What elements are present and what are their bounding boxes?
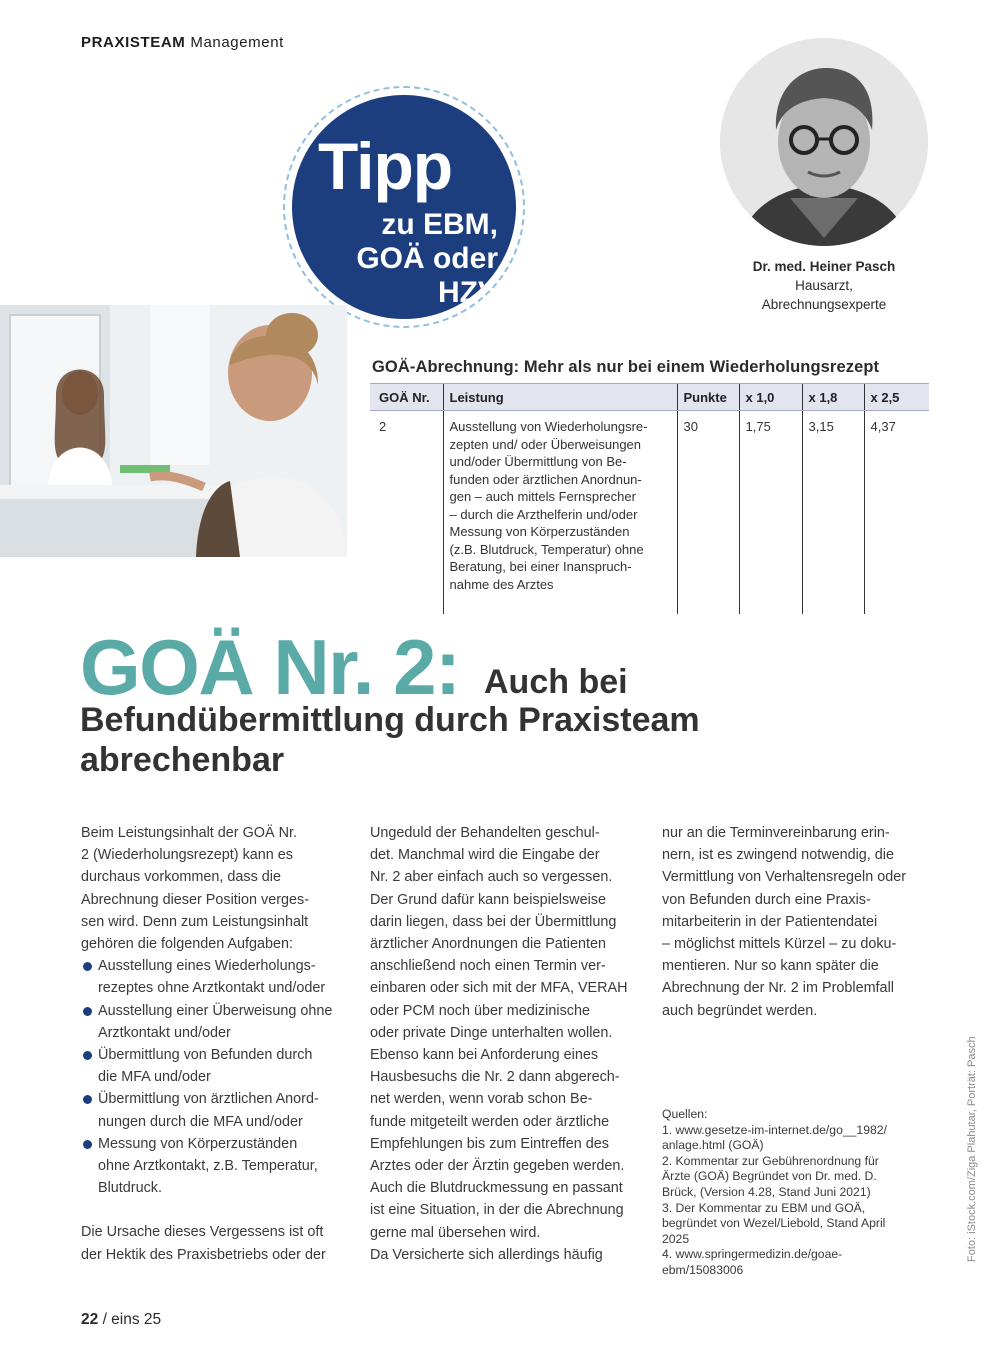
- page-number: 22: [81, 1311, 99, 1328]
- text-line: Ebenso kann bei Anforderung eines: [370, 1047, 599, 1064]
- leistung-line: – durch die Arzthelferin und/oder: [449, 506, 638, 522]
- source-line: anlage.html (GOÄ): [662, 1138, 764, 1153]
- text-line: funde mitgeteilt werden oder ärztliche: [370, 1113, 610, 1130]
- text-line: Abrechnung dieser Position verges-: [81, 891, 309, 908]
- text-line: Beim Leistungsinhalt der GOÄ Nr.: [81, 825, 297, 841]
- text-line: oder private Dinge unterhalten wollen.: [370, 1024, 613, 1041]
- text-line: sen wird. Denn zum Leistungsinhalt: [81, 913, 309, 930]
- bullet-item: Ausstellung eines Wiederholungs-: [81, 955, 351, 977]
- leistung-line: nahme des Arztes: [449, 576, 554, 592]
- leistung-line: zepten und/ oder Überweisungen: [449, 436, 642, 452]
- text-line: ist eine Situation, in der die Abrechnung: [370, 1202, 624, 1219]
- cell-punkte: 30: [677, 411, 739, 615]
- source-line: 3. Der Kommentar zu EBM und GOÄ,: [662, 1200, 866, 1215]
- cell-x25: 4,37: [864, 411, 929, 615]
- badge-line-3: HZV: [438, 276, 498, 309]
- text-line: gerne mal übersehen wird.: [370, 1224, 541, 1241]
- sources-label: Quellen:: [662, 1107, 708, 1121]
- bullet-continuation: nungen durch die MFA und/oder: [98, 1113, 303, 1130]
- leistung-line: Messung von Körperzuständen: [449, 524, 630, 539]
- section-header: [81, 34, 284, 51]
- source-line: begründet von Wezel/Liebold, Stand April: [662, 1216, 886, 1231]
- source-line: 1. www.gesetze-im-internet.de/go__1982/: [662, 1122, 887, 1137]
- badge-title: Tipp: [318, 129, 453, 203]
- leistung-line: und/oder Übermittlung von Be-: [449, 454, 627, 469]
- text-line: Hausbesuchs die Nr. 2 dann abgerech-: [370, 1069, 620, 1086]
- badge-line-1: zu EBM,: [381, 208, 498, 241]
- text-line: einbaren oder sich mit der MFA, VERAH: [370, 980, 628, 997]
- text-line: ärztlicher Anordnungen die Patienten: [370, 936, 607, 953]
- text-line: Vermittlung von Verhaltensregeln oder: [662, 869, 906, 886]
- table-row: [370, 411, 929, 615]
- headline-sub-1: Auch bei: [484, 663, 628, 701]
- leistung-line: funden oder ärztlichen Anordnun-: [449, 471, 642, 487]
- table-header-cell: Leistung: [443, 384, 677, 411]
- body-column-1: [81, 822, 351, 1266]
- text-line: 2 (Wiederholungsrezept) kann es: [81, 847, 293, 864]
- bullet-item: Ausstellung einer Überweisung ohne: [81, 1000, 351, 1022]
- headline-sub-3: abrechenbar: [80, 741, 285, 779]
- text-line: nern, ist es zwingend notwendig, die: [662, 847, 894, 864]
- author-portrait: [720, 38, 928, 246]
- cell-x18: 3,15: [802, 411, 864, 615]
- source-line: 2. Kommentar zur Gebührenordnung für: [662, 1153, 879, 1168]
- source-line: Ärzte (GOÄ) Begründet von Dr. med. D.: [662, 1169, 877, 1184]
- text-line: Nr. 2 aber einfach auch so vergessen.: [370, 869, 613, 886]
- source-line: Brück, (Version 4.28, Stand Juni 2021): [662, 1184, 871, 1199]
- text-line: der Hektik des Praxisbetriebs oder der: [81, 1246, 326, 1263]
- source-line: ebm/15083006: [662, 1262, 744, 1277]
- author-caption: [700, 257, 948, 314]
- bullet-item: Übermittlung von Befunden durch: [81, 1044, 351, 1066]
- bullet-item: Messung von Körperzuständen: [81, 1133, 351, 1155]
- table-header-cell: GOÄ Nr.: [370, 384, 443, 411]
- bullet-continuation: Arztkontakt und/oder: [98, 1024, 231, 1041]
- table-header-row: [370, 384, 929, 411]
- cell-goae-nr: 2: [379, 419, 387, 434]
- cell-leistung: [443, 411, 677, 615]
- photo-credit: Foto: iStock.com/Ziga Plahutar, Porträt: Pasch: [966, 1036, 978, 1262]
- bullet-continuation: ohne Arztkontakt, z.B. Temperatur,: [98, 1158, 318, 1175]
- headline-sub-2: Befundübermittlung durch Praxisteam: [80, 701, 700, 739]
- text-line: Der Grund dafür kann beispielsweise: [370, 891, 606, 908]
- tipp-badge: [292, 95, 516, 319]
- text-line: Ungeduld der Behandelten geschul-: [370, 825, 600, 841]
- text-line: durchaus vorkommen, dass die: [81, 869, 281, 886]
- text-line: Auch die Blutdruckmessung en passant: [370, 1180, 623, 1197]
- author-role-1: Hausarzt,: [795, 278, 853, 293]
- badge-line-2: GOÄ oder: [356, 242, 498, 275]
- text-line: mentieren. Nur so kann später die: [662, 958, 879, 975]
- author-name: Dr. med. Heiner Pasch: [752, 259, 896, 274]
- leistung-line: gen – auch mittels Fernsprecher: [449, 489, 636, 504]
- text-line: net werden, wenn vorab schon Be-: [370, 1091, 593, 1108]
- source-line: 4. www.springermedizin.de/goae-: [662, 1247, 843, 1262]
- table-title: GOÄ-Abrechnung: Mehr als nur bei einem Wiederholungsrezept: [372, 358, 880, 376]
- section-name: PRAXISTEAM: [81, 34, 186, 51]
- text-line: anschließend noch einen Termin ver-: [370, 958, 606, 975]
- text-line: Da Versicherte sich allerdings häufig: [370, 1246, 603, 1263]
- body-column-2: [370, 822, 640, 1266]
- body-column-3: [662, 822, 932, 1022]
- text-line: Abrechnung der Nr. 2 im Problemfall: [662, 980, 894, 997]
- leistung-line: Ausstellung von Wiederholungsre-: [449, 419, 648, 434]
- headline-main: GOÄ Nr. 2:: [80, 623, 460, 711]
- text-line: mitarbeiterin in der Patientendatei: [662, 913, 878, 930]
- table-header-cell: x 2,5: [864, 384, 929, 411]
- sources-block: [662, 1107, 932, 1279]
- text-line: von Befunden durch eine Praxis-: [662, 891, 871, 908]
- text-line: Die Ursache dieses Vergessens ist oft: [81, 1224, 324, 1241]
- text-line: darin liegen, dass bei der Übermittlung: [370, 913, 617, 930]
- section-category: Management: [190, 34, 284, 51]
- leistung-line: (z.B. Blutdruck, Temperatur) ohne: [449, 541, 644, 557]
- author-role-2: Abrechnungsexperte: [761, 297, 887, 312]
- text-line: nur an die Terminvereinbarung erin-: [662, 825, 890, 841]
- goae-table: [370, 383, 929, 614]
- text-line: Arztes oder der Ärztin gegeben werden.: [370, 1158, 625, 1175]
- page-footer: [81, 1311, 161, 1329]
- bullet-continuation: die MFA und/oder: [98, 1069, 211, 1086]
- cell-x10: 1,75: [739, 411, 802, 615]
- table-header-cell: x 1,8: [802, 384, 864, 411]
- table-header-cell: x 1,0: [739, 384, 802, 411]
- text-line: – möglichst mittels Kürzel – zu doku-: [662, 936, 897, 953]
- source-line: 2025: [662, 1231, 690, 1246]
- bullet-continuation: rezeptes ohne Arztkontakt und/oder: [98, 980, 326, 997]
- table-header-cell: Punkte: [677, 384, 739, 411]
- paragraph-gap: [81, 1199, 351, 1221]
- bullet-item: Übermittlung von ärztlichen Anord-: [81, 1088, 351, 1110]
- text-line: gehören die folgenden Aufgaben:: [81, 936, 294, 953]
- reception-photo: [0, 305, 347, 557]
- leistung-line: Beratung, bei einer Inanspruch-: [449, 559, 632, 574]
- bullet-continuation: Blutdruck.: [98, 1180, 162, 1197]
- text-line: oder PCM noch über medizinische: [370, 1002, 590, 1019]
- text-line: Empfehlungen bis zum Eintreffen des: [370, 1135, 609, 1152]
- issue-label: / eins 25: [102, 1311, 162, 1328]
- text-line: det. Manchmal wird die Eingabe der: [370, 847, 600, 864]
- text-line: auch begründet werden.: [662, 1002, 818, 1019]
